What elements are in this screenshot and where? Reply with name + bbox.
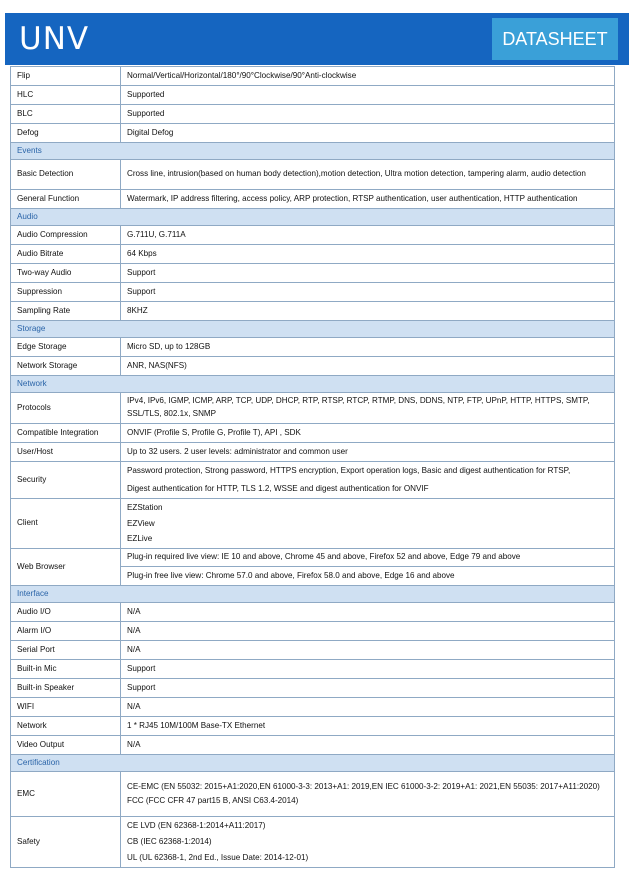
spec-row [11,302,615,321]
spec-table [10,66,615,868]
spec-label: WIFI [11,698,121,717]
spec-value: Support [121,660,615,679]
spec-value [121,462,615,499]
spec-label: Built-in Speaker [11,679,121,698]
section-header-storage [11,321,615,338]
spec-row [11,190,615,209]
spec-value: Watermark, IP address filtering, access policy, ARP protection, RTSP authentication, user authentication, HTTP authentication [121,190,615,209]
spec-value: Support [121,264,615,283]
spec-value [121,499,615,549]
spec-label: Defog [11,124,121,143]
spec-value: IPv4, IPv6, IGMP, ICMP, ARP, TCP, UDP, DHCP, RTP, RTSP, RTCP, RTMP, DNS, DDNS, NTP, FTP, UPnP, HTTP, HTTPS, SMTP, SSL/TLS, 802.1x, SNMP [121,393,615,424]
spec-label: Built-in Mic [11,660,121,679]
spec-label: Protocols [11,393,121,424]
section-title: Events [11,143,615,160]
spec-value [121,817,615,868]
spec-label: Safety [11,817,121,868]
spec-row [11,660,615,679]
spec-label: Audio I/O [11,603,121,622]
emc-line: FCC (FCC CFR 47 part15 B, ANSI C63.4-2014) [127,795,299,805]
client-line: EZStation [127,503,163,513]
spec-value: ONVIF (Profile S, Profile G, Profile T), API , SDK [121,424,615,443]
spec-value: Support [121,283,615,302]
spec-label: HLC [11,86,121,105]
spec-label: Audio Compression [11,226,121,245]
spec-row [11,86,615,105]
section-title: Interface [11,586,615,603]
section-header-audio [11,209,615,226]
section-title: Network [11,376,615,393]
spec-label: User/Host [11,443,121,462]
spec-row [11,124,615,143]
spec-value: ANR, NAS(NFS) [121,357,615,376]
spec-row [11,283,615,302]
spec-label: Flip [11,67,121,86]
brand-logo: UNV [19,21,90,57]
spec-row [11,817,615,868]
emc-line: CE-EMC (EN 55032: 2015+A1:2020,EN 61000-3-3: 2013+A1: 2019,EN IEC 61000-3-2: 2019+A1: 2021,EN 55035: 2017+A11:2020) [127,781,600,791]
spec-label: Compatible Integration [11,424,121,443]
spec-row [11,717,615,736]
spec-row [11,443,615,462]
spec-label: Edge Storage [11,338,121,357]
spec-label: Network Storage [11,357,121,376]
spec-value: Support [121,679,615,698]
spec-value [121,772,615,817]
spec-label: Alarm I/O [11,622,121,641]
spec-row [11,499,615,549]
spec-row [11,393,615,424]
header-bar [5,13,629,65]
spec-label: Video Output [11,736,121,755]
spec-value [121,549,615,586]
spec-row [11,603,615,622]
spec-row [11,338,615,357]
safety-line: CE LVD (EN 62368-1:2014+A11:2017) [127,821,266,830]
spec-label: Suppression [11,283,121,302]
spec-row [11,462,615,499]
spec-label: Security [11,462,121,499]
spec-value: 64 Kbps [121,245,615,264]
section-header-network [11,376,615,393]
spec-label: Audio Bitrate [11,245,121,264]
spec-label: BLC [11,105,121,124]
section-header-interface [11,586,615,603]
spec-value: 1 * RJ45 10M/100M Base-TX Ethernet [121,717,615,736]
section-title: Certification [11,755,615,772]
spec-value: 8KHZ [121,302,615,321]
datasheet-badge: DATASHEET [492,18,618,60]
spec-row [11,264,615,283]
spec-value: N/A [121,603,615,622]
spec-value: N/A [121,641,615,660]
spec-label: Basic Detection [11,160,121,190]
spec-label: General Function [11,190,121,209]
security-line: Password protection, Strong password, HTTPS encryption, Export operation logs, Basic and digest authentication for RTSP, [127,466,571,475]
spec-value: Normal/Vertical/Horizontal/180°/90°Clockwise/90°Anti-clockwise [121,67,615,86]
section-title: Audio [11,209,615,226]
spec-row [11,424,615,443]
client-line: EZLive [127,534,153,544]
section-header-certification [11,755,615,772]
spec-value: Cross line, intrusion(based on human body detection),motion detection, Ultra motion detection, tampering alarm, audio detection [121,160,615,190]
spec-value: Micro SD, up to 128GB [121,338,615,357]
spec-row [11,245,615,264]
spec-row [11,160,615,190]
client-line: EZView [127,518,155,528]
spec-label: Serial Port [11,641,121,660]
safety-line: CB (IEC 62368-1:2014) [127,837,212,846]
spec-label: Network [11,717,121,736]
spec-row [11,105,615,124]
spec-row [11,357,615,376]
browser-required: Plug-in required live view: IE 10 and above, Chrome 45 and above, Firefox 52 and above, Edge 79 and above [127,552,521,562]
spec-value: N/A [121,736,615,755]
spec-row [11,67,615,86]
spec-row [11,622,615,641]
safety-line: UL (UL 62368-1, 2nd Ed., Issue Date: 2014-12-01) [127,853,309,862]
spec-row [11,679,615,698]
spec-label: EMC [11,772,121,817]
spec-value: Digital Defog [121,124,615,143]
spec-value: Supported [121,86,615,105]
browser-free: Plug-in free live view: Chrome 57.0 and above, Firefox 58.0 and above, Edge 16 and above [121,566,614,585]
spec-row [11,698,615,717]
spec-label: Client [11,499,121,549]
section-title: Storage [11,321,615,338]
spec-label: Sampling Rate [11,302,121,321]
spec-value: N/A [121,622,615,641]
spec-row [11,549,615,586]
spec-label: Web Browser [11,549,121,586]
spec-row [11,641,615,660]
spec-value: G.711U, G.711A [121,226,615,245]
spec-value: N/A [121,698,615,717]
spec-row [11,772,615,817]
spec-row [11,226,615,245]
spec-row [11,736,615,755]
spec-value: Supported [121,105,615,124]
section-header-events [11,143,615,160]
security-line: Digest authentication for HTTP, TLS 1.2, WSSE and digest authentication for ONVIF [127,484,429,493]
spec-label: Two-way Audio [11,264,121,283]
spec-value: Up to 32 users. 2 user levels: administrator and common user [121,443,615,462]
